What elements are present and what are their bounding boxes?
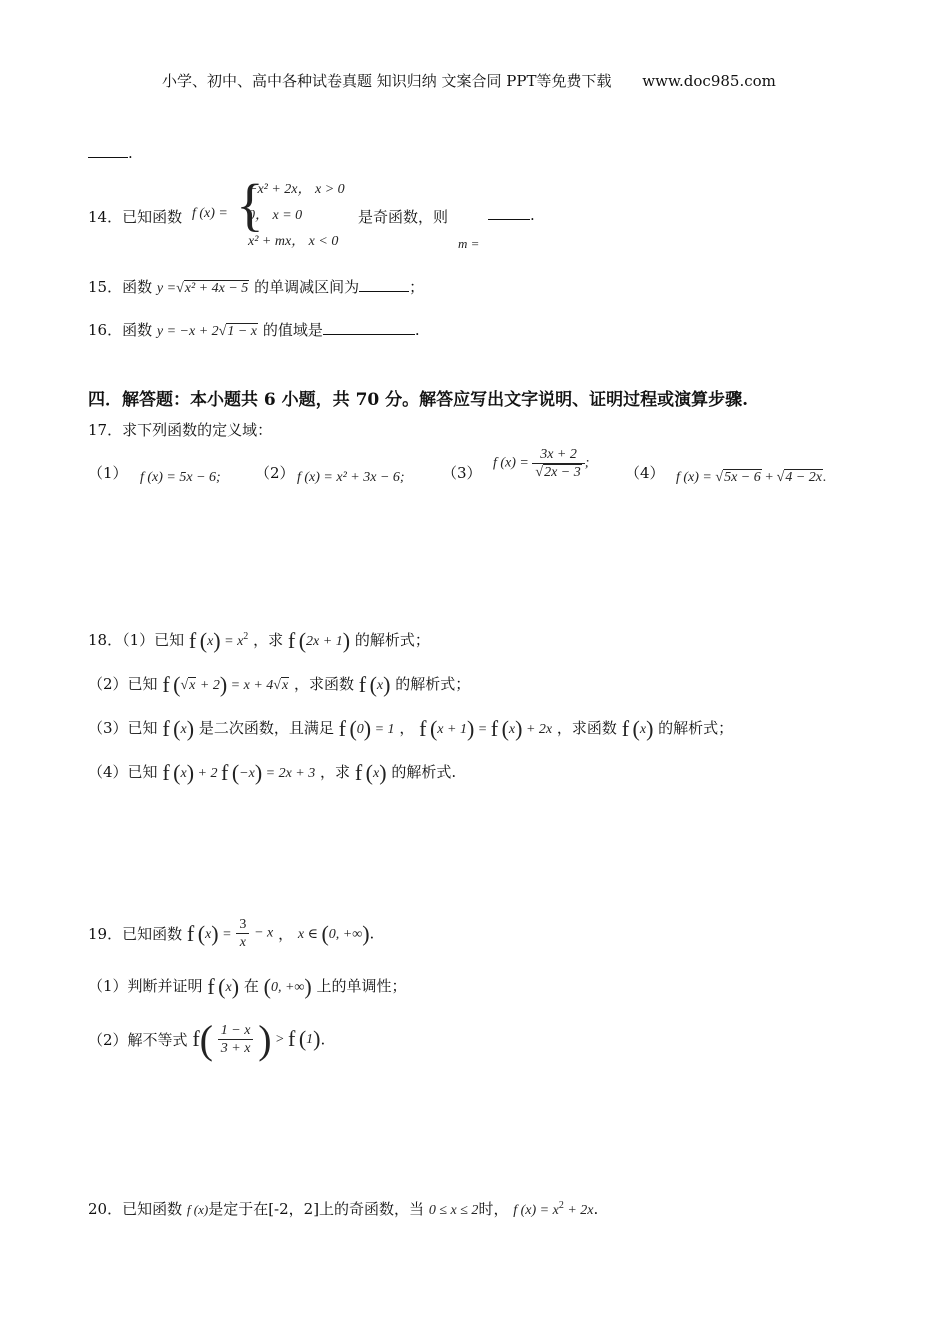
answer-blank	[359, 279, 409, 292]
section-heading: 四．解答题：本小题共 6 小题，共 70 分。解答应写出文字说明、证明过程或演算步骤.	[88, 390, 749, 410]
q14-answer-var: m =	[458, 236, 480, 251]
header-site: www.doc985.com	[642, 72, 776, 90]
q17-part1-expr: f (x) = 5x − 6;	[140, 470, 221, 485]
q17-part3-label: （3）	[442, 464, 482, 482]
q17-part4-expr: f (x) = √5x − 6 + √4 − 2x.	[676, 470, 827, 485]
q14-case2: 0， x = 0	[248, 208, 303, 223]
q17-part2-expr: f (x) = x² + 3x − 6;	[297, 470, 405, 485]
answer-blank	[323, 322, 415, 335]
q14-lhs: f (x) =	[192, 206, 228, 221]
question-number: 17．	[88, 421, 123, 439]
question-number: 15．	[88, 278, 123, 296]
top-fragment: .	[88, 144, 133, 162]
answer-blank	[88, 145, 128, 158]
q17-part1-label: （1）	[88, 464, 128, 482]
question-number: 20．	[88, 1200, 123, 1218]
question-15: 15．函数 y =√x² + 4x − 5 的单调减区间为 ；	[88, 278, 425, 296]
question-number: 14．	[88, 208, 123, 226]
page-header	[162, 70, 776, 91]
header-title: 小学、初中、高中各种试卷真题 知识归纳 文案合同 PPT等免费下载	[162, 72, 612, 90]
question-number: 19．	[88, 925, 123, 943]
question-20: 20．已知函数 f (x)是定于在[-2，2]上的奇函数，当 0 ≤ x ≤ 2时， f $(x) = x^2 + 2x$.	[88, 1200, 599, 1218]
question-number: 16．	[88, 321, 123, 339]
q17-part3-expr: f (x) = $\frac{3x + 2}{√2x - 3}$ ;	[493, 447, 590, 480]
question-number: 18．	[88, 631, 123, 649]
answer-blank	[488, 207, 530, 220]
question-16: 16．函数 y = −x + 2√1 − x 的值域是 .	[88, 321, 420, 339]
q17-part2-label: （2）	[255, 464, 295, 482]
q16-radicand: 1 − x	[227, 324, 258, 339]
q17-part4-label: （4）	[625, 464, 665, 482]
q15-radicand: x² + 4x − 5	[184, 281, 249, 296]
q14-brace: {	[236, 172, 264, 237]
q14-case1: −x² + 2x， x > 0	[248, 182, 345, 197]
q14-case3: x² + mx， x < 0	[248, 234, 339, 249]
question-17: 17．求下列函数的定义域：	[88, 421, 273, 439]
